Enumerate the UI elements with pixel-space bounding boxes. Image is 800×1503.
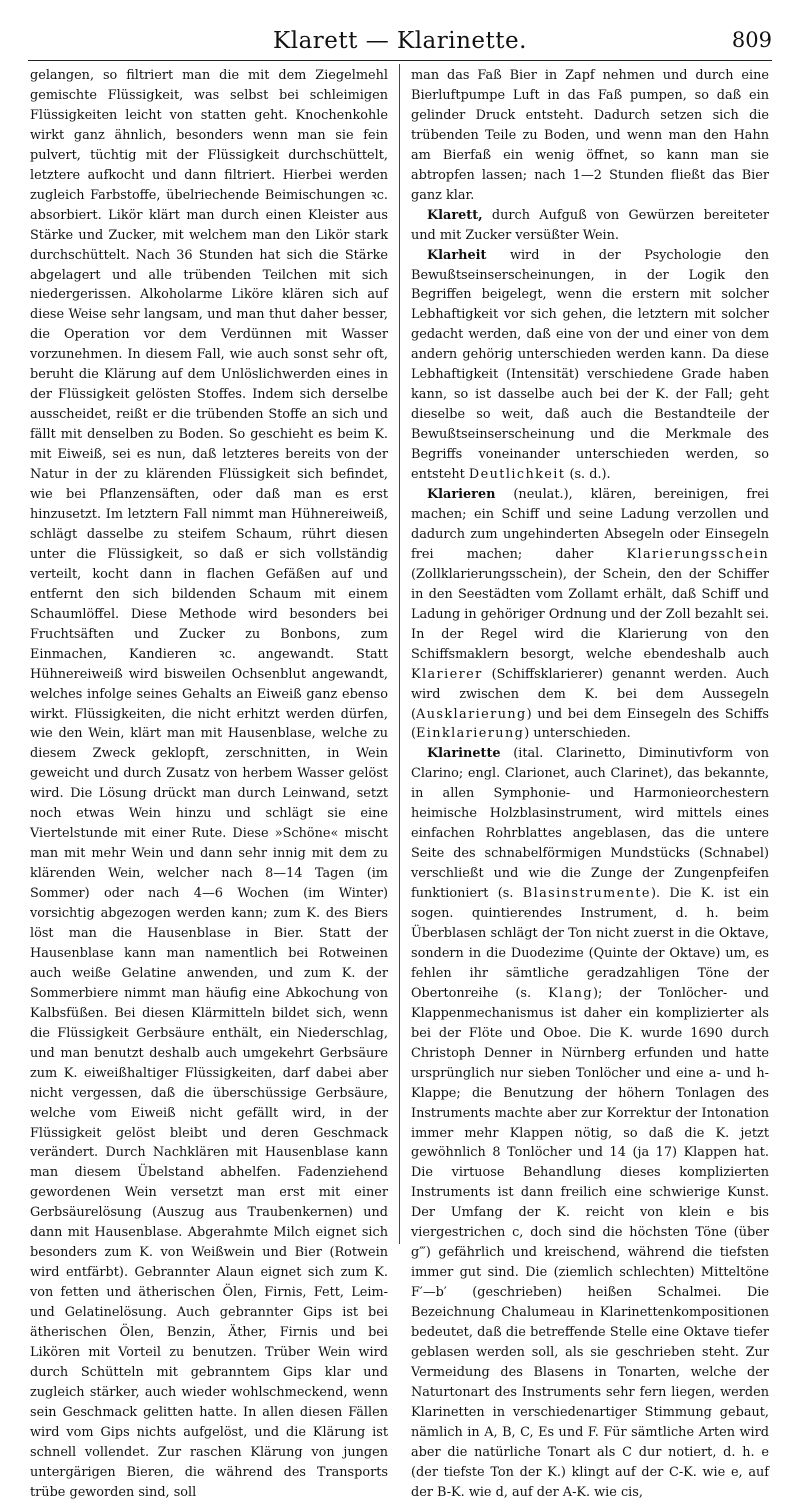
page-number: 809 bbox=[731, 28, 772, 52]
entry-klarett bbox=[411, 206, 769, 246]
cross-reference: Deutlichkeit bbox=[468, 467, 566, 483]
entry-text: ) und bei dem Einsegeln des Schiffs ( bbox=[411, 706, 769, 742]
paragraph-continuation: gelangen, so filtriert man die mit dem Ziegelmehl gemischte Flüssigkeit, was selbst bei schleimigen Flüssigkeiten leicht von statten geht. Knochenkohle wirkt ganz ähnlich, besonders wenn man sie fein pulvert, tüchtig mit der Flüssigkeit durchschüttelt, letztere aufkocht und dann filtriert. Hierbei werden zugleich Farbstoffe, übelriechende Beimischungen ꝛc. absorbiert. Likör klärt man durch einen Kleister aus Stärke und Zucker, mit welchem man den Likör stark durchschüttelt. Nach 36 Stunden hat sich die Stärke abgelagert und alle trübenden Teilchen mit sich niedergerissen. Alkoholarme Liköre klären sich auf diese Weise sehr langsam, und man thut daher besser, die Operation vor dem Verdünnen mit Wasser vorzunehmen. In diesem Fall, wie auch sonst sehr oft, beruht die Klärung auf dem Unlöslichwerden eines in der Flüssigkeit gelösten Stoffes. Indem sich derselbe ausscheidet, reißt er die trübenden Stoffe an sich und fällt mit denselben zu Boden. So geschieht es beim K. mit Eiweiß, sei es nun, daß letzteres bereits von der Natur in der zu klärenden Flüssigkeit sich befindet, wie bei Pflanzensäften, oder daß man es erst hinzusetzt. Im letztern Fall nimmt man Hühnereiweiß, schlägt dasselbe zu steifem Schaum, rührt diesen unter die Flüssigkeit, so daß er sich vollständig verteilt, kocht dann in flachen Gefäßen auf und entfernt den sich bildenden Schaum mit einem Schaumlöffel. Diese Methode wird besonders bei Fruchtsäften und Zucker zu Bonbons, zum Einmachen, Kandieren ꝛc. angewandt. Statt Hühnereiweiß wird bisweilen Ochsenblut angewandt, welches infolge seines Gehalts an Eiweiß ganz ebenso wirkt. Flüssigkeiten, die nicht erhitzt werden dürfen, wie den Wein, klärt man mit Hausenblase, welche zu diesem Zweck geklopft, zerschnitten, in Wein geweicht und durch Zusatz von herbem Wasser gelöst wird. Die Lösung drückt man durch Leinwand, setzt noch etwas Wein hinzu und schlägt sie eine Viertelstunde mit einer Rute. Diese »Schöne« mischt man mit mehr Wein und dann sehr innig mit dem zu klärenden Wein, welcher nach 8—14 Tagen (im Sommer) oder nach 4—6 Wochen (im Winter) vorsichtig abgezogen werden kann; zum K. des Biers löst man die Hausenblase in Bier. Statt der Hausenblase kann man namentlich bei Rotweinen auch weiße Gelatine anwenden, und zum K. der Sommerbiere nimmt man häufig eine Abkochung von Kalbsfüßen. Bei diesen Klärmitteln bildet sich, wenn die Flüssigkeit Gerbsäure enthält, ein Niederschlag, und man benutzt deshalb auch umgekehrt Gerbsäure zum K. eiweißhaltiger Flüssigkeiten, darf dabei aber nicht vergessen, daß die überschüssige Gerbsäure, welche vom Eiweiß nicht gefällt wird, in der Flüssigkeit gelöst bleibt und deren Geschmack verändert. Durch Nachklären mit Hausenblase kann man diesem Übelstand abhelfen. Fadenziehend gewordenen Wein versetzt man erst mit einer Gerbsäurelösung (Auszug aus Traubenkernen) und dann mit Hausenblase. Abgerahmte Milch eignet sich besonders zum K. von Weißwein und Bier (Rotwein wird entfärbt). Gebrannter Alaun eignet sich zum K. von fetten und ätherischen Ölen, Firnis, Fett, Leim- und Gelatinelösung. Auch gebrannter Gips ist bei ätherischen Ölen, Benzin, Äther, Firnis und bei Likören mit Vorteil zu benutzen. Trüber Wein wird durch Schütteln mit gebranntem Gips klar und zugleich stärker, auch wieder wohlschmeckend, wenn sein Geschmack gelitten hatte. In allen diesen Fällen wird vom Gips nichts aufgelöst, und die Klärung ist schnell vollendet. Zur raschen Klärung von jungen untergärigen Bieren, die während des Transports trübe geworden sind, soll bbox=[30, 68, 388, 1500]
column-divider bbox=[399, 64, 400, 1244]
headword: Klarett, bbox=[427, 207, 483, 223]
running-head: Klarett — Klarinette. bbox=[273, 28, 527, 54]
cross-reference: Ausklarierung bbox=[416, 706, 527, 722]
page-header bbox=[28, 24, 772, 58]
entry-text: (s. d.). bbox=[565, 467, 611, 483]
entry-klarheit bbox=[411, 246, 769, 485]
left-column bbox=[30, 66, 388, 1503]
entry-text: wird in der Psychologie den Bewußtseinserscheinungen, in der Logik den Begriffen beigelegt, wenn die erstern mit solcher Lebhaftigkeit vor sich gehen, die letztern mit solcher gedacht werden, daß eine von der und einer von dem andern gehörig unterschieden werden kann. Da diese Lebhaftigkeit (Intensität) verschiedene Grade haben kann, so ist dasselbe auch bei der K. der Fall; geht dieselbe so weit, daß auch die Bestandteile der Bewußtseinserscheinung und die Merkmale des Begriffs voneinander unterschieden werden, so entsteht bbox=[411, 247, 769, 483]
cross-reference: Blasinstrumente bbox=[522, 886, 651, 902]
entry-text: ); der Tonlöcher- und Klappenmechanismus ist daher ein komplizierter als bei der Flöte und Oboe. Die K. wurde 1690 durch Christoph Denner in Nürnberg erfunden und hatte ursprünglich nur sieben Tonlöcher und eine a- und h-Klappe; die Benutzung der höhern Tonlagen des Instruments machte aber zur Korrektur der Intonation immer mehr Klappen nötig, so daß die K. jetzt gewöhnlich 8 Tonlöcher und 14 (ja 17) Klappen hat. Die virtuose Behandlung dieses komplizierten Instruments ist dann freilich eine schwierige Kunst. Der Umfang der K. reicht von klein e bis viergestrichen c, doch sind die höchsten Töne (über g‴) gefährlich und kreischend, während die tiefsten immer gut sind. Die (ziemlich schlechten) Mitteltöne F′—b′ (geschrieben) heißen Schalmei. Die Bezeichnung Chalumeau in Klarinettenkompositionen bedeutet, daß die betreffende Stelle eine Oktave tiefer geblasen werden soll, als sie geschrieben steht. Zur Vermeidung des Blasens in Tonarten, welche der Naturtonart des Instruments sehr fern liegen, werden Klarinetten in verschiedenartiger Stimmung gebaut, nämlich in A, B, C, Es und F. Für sämtliche Arten wird aber die natürliche Tonart als C dur notiert, d. h. e (der tiefste Ton der K.) klingt auf der C-K. wie e, auf der B-K. wie d, auf der A-K. wie cis, bbox=[411, 985, 770, 1500]
entry-text: (neulat.), klären, bereinigen, frei machen; ein Schiff und seine Ladung verzollen und dadurch zum ungehinderten Absegeln oder Einsegeln frei machen; daher bbox=[411, 487, 769, 562]
entry-text: ) unterschieden. bbox=[524, 726, 631, 742]
cross-reference: Einklarierung bbox=[416, 726, 525, 742]
paragraph-continuation: man das Faß Bier in Zapf nehmen und durch eine Bierluftpumpe Luft in das Faß pumpen, so daß ein gelinder Druck entsteht. Dadurch setzen sich die trübenden Teile zu Boden, und wenn man den Hahn am Bierfaß ein wenig öffnet, so kann man sie abtropfen lassen; nach 1—2 Stunden fließt das Bier ganz klar. bbox=[411, 68, 769, 203]
headword: Klarheit bbox=[427, 247, 487, 263]
entry-text: durch Aufguß von Gewürzen bereiteter und mit Zucker versüßter Wein. bbox=[411, 207, 769, 243]
entry-klarinette bbox=[411, 744, 769, 1502]
entry-text: (Schiffsklarierer) genannt werden. Auch wird zwischen dem K. bei dem Aussegeln ( bbox=[411, 666, 769, 722]
entry-text: (Zollklarierungsschein), der Schein, den der Schiffer in den Seestädten vom Zollamt erhält, daß Schiff und Ladung in gehöriger Ordnung und der Zoll bezahlt sei. In der Regel wird die Klarierung von den Schiffsmaklern besorgt, welche ebendeshalb auch bbox=[411, 566, 769, 662]
cross-reference: Klarierungsschein bbox=[626, 546, 769, 562]
entry-klarieren bbox=[411, 485, 769, 744]
entry-text: (ital. Clarinetto, Diminutivform von Clarino; engl. Clarionet, auch Clarinet), das bekannte, in allen Symphonie- und Harmonieorchestern heimische Holzblasinstrument, wird mittels eines einfachen Rohrblattes angeblasen, das die untere Seite des schnabelförmigen Mundstücks (Schnabel) verschließt und wie die Zunge der Zungenpfeifen funktioniert (s. bbox=[411, 746, 769, 902]
cross-reference: Klarierer bbox=[411, 666, 483, 682]
headword: Klarieren bbox=[427, 487, 496, 503]
headword: Klarinette bbox=[427, 746, 501, 762]
cross-reference: Klang bbox=[548, 985, 593, 1001]
entry-text: ). Die K. ist ein sogen. quintierendes Instrument, d. h. beim Überblasen schlägt der Ton nicht zuerst in die Oktave, sondern in die Duodezime (Quinte der Oktave) um, es fehlen ihr sämtliche geradzahligen Töne der Obertonreihe (s. bbox=[411, 886, 770, 1001]
header-rule bbox=[28, 60, 772, 61]
right-column bbox=[411, 66, 769, 1503]
